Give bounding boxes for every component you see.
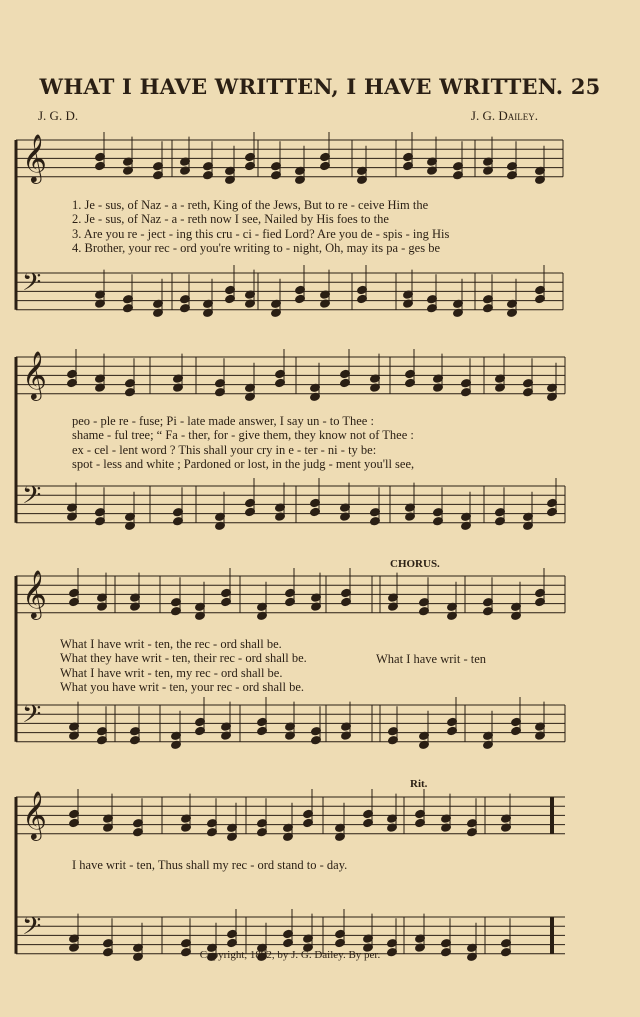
system1-lyrics [72,198,449,255]
treble-clef-icon: 𝄞 [22,790,47,839]
system4-lyrics [72,858,347,872]
system3-lyrics [60,637,307,694]
hymn-title: WHAT I HAVE WRITTEN, I HAVE WRITTEN. 25 [39,74,601,99]
copyright-notice: Copyright, 1892, by J. G. Dailey. By per. [199,949,381,961]
chorus-label: CHORUS. [390,558,440,570]
verse-line: 2. Je - sus, of Naz - a - reth now I see, Nailed by His foes to the [72,212,389,227]
verse-line: 4. Brother, your rec - ord you're writing to - night, Oh, may its pa - ges be [72,240,440,255]
composer-credit: J. G. Dailey. [470,108,538,123]
verse-line: peo - ple re - fuse; Pi - late made answer, I say un - to Thee : [72,414,374,428]
verse-line: 3. Are you re - ject - ing this cru - ci - fied Lord? Are you de - spis - ing His [72,226,450,241]
bass-clef-icon: 𝄢 [22,481,42,516]
system2-lyrics [72,414,414,471]
verse-line: spot - less and white ; Pardoned or lost, in the judg - ment you'll see, [72,456,415,471]
bass-clef-icon: 𝄢 [22,700,42,735]
verse-line: shame - ful tree; “ Fa - ther, for - give them, they know not of Thee : [72,428,414,443]
bass-clef-icon: 𝄢 [22,912,42,947]
verse-line: What they have writ - ten, their rec - ord shall be. [60,651,307,666]
verse-line: What you have writ - ten, your rec - ord shall be. [60,679,305,694]
treble-clef-icon: 𝄞 [22,133,47,182]
verse-line: ex - cel - lent word ? This shall your cry in e - ter - ni - ty be: [72,442,377,457]
verse-line: 1. Je - sus, of Naz - a - reth, King of the Jews, But to re - ceive Him the [72,198,429,212]
verse-line: What I have writ - ten, my rec - ord shall be. [60,665,283,680]
chorus-echo-lyric: What I have writ - ten [376,652,487,666]
ritardando-marking: Rit. [410,778,428,790]
lyricist-credit: J. G. D. [38,108,79,123]
treble-clef-icon: 𝄞 [22,350,47,399]
verse-line: What I have writ - ten, the rec - ord shall be. [60,637,282,651]
verse-line: I have writ - ten, Thus shall my rec - ord stand to - day. [72,858,348,872]
treble-clef-icon: 𝄞 [22,569,47,618]
bass-clef-icon: 𝄢 [22,268,42,303]
